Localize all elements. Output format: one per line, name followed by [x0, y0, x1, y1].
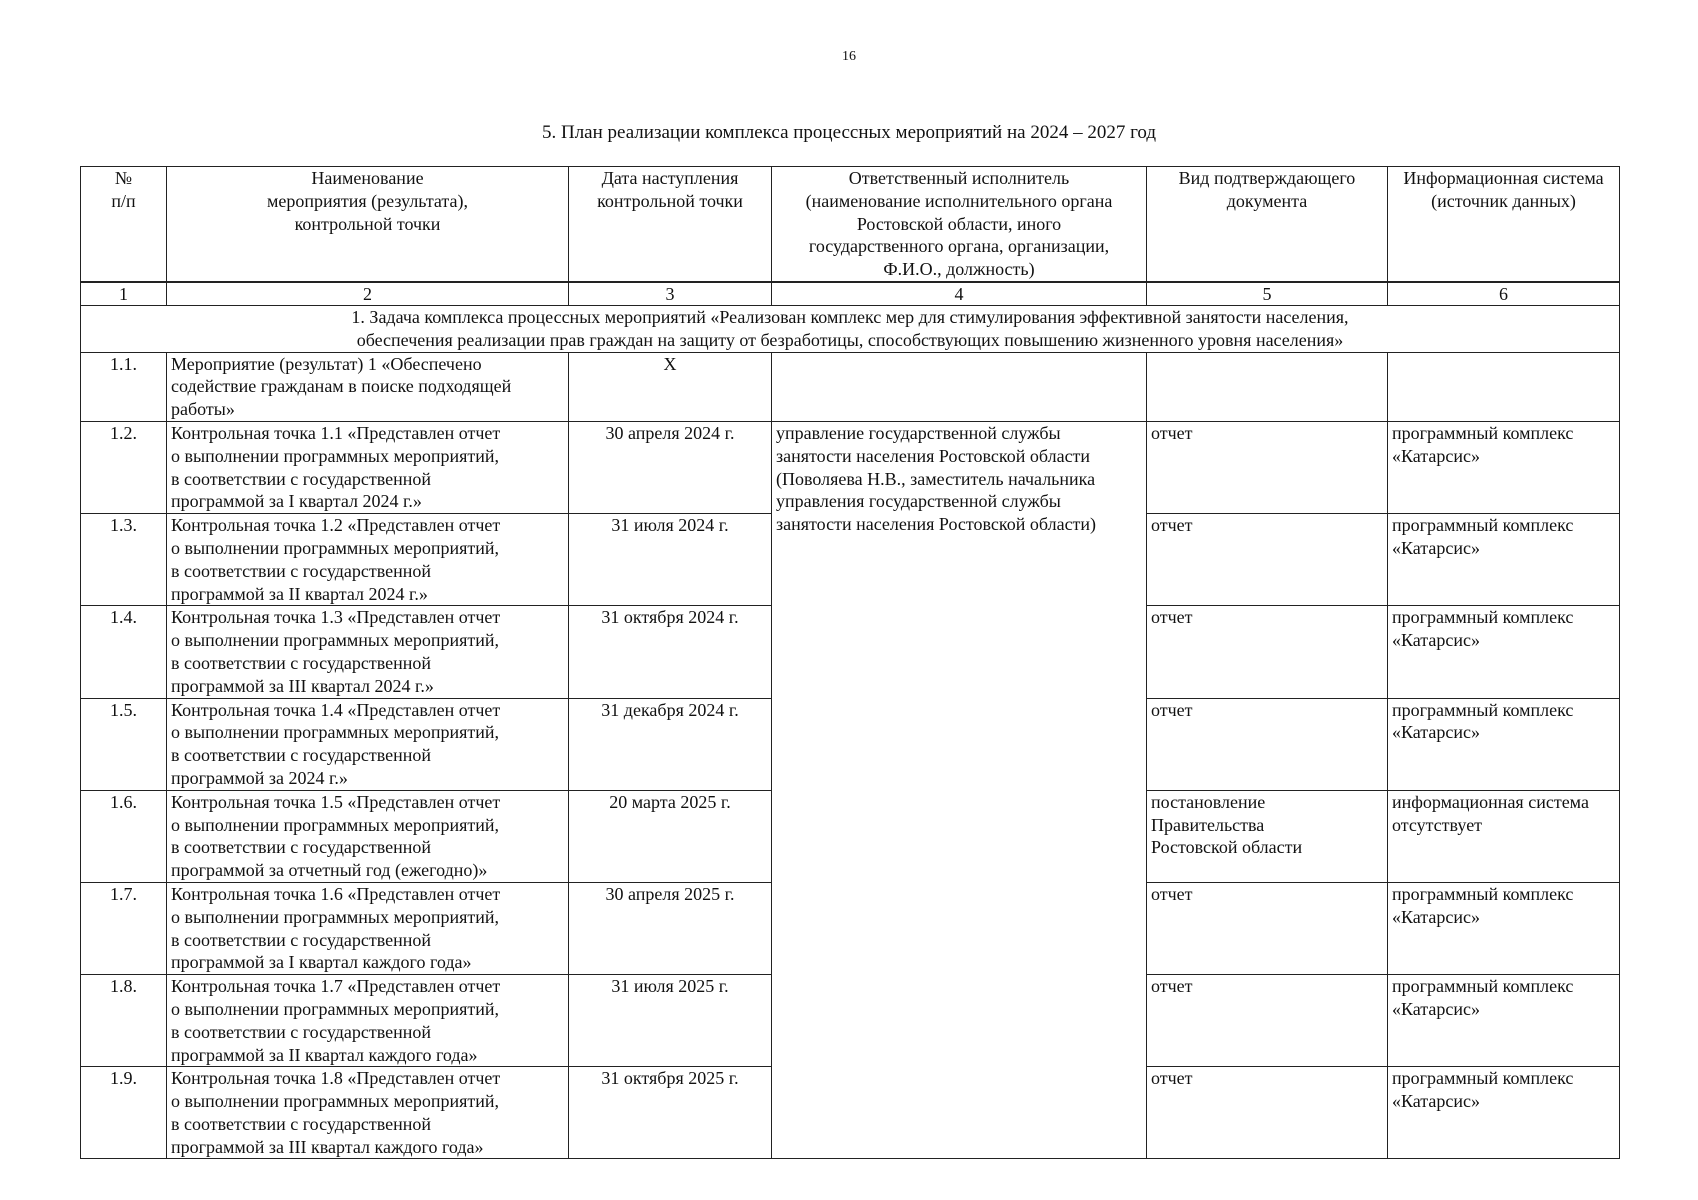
row-date: 31 декабря 2024 г. — [569, 698, 772, 790]
column-number: 3 — [569, 282, 772, 306]
row-number: 1.2. — [81, 421, 167, 513]
row-date: 31 июля 2025 г. — [569, 975, 772, 1067]
row-date: 30 апреля 2025 г. — [569, 882, 772, 974]
header-date: Дата наступления контрольной точки — [569, 167, 772, 283]
header-document: Вид подтверждающего документа — [1147, 167, 1388, 283]
row-number: 1.5. — [81, 698, 167, 790]
row-date: 20 марта 2025 г. — [569, 790, 772, 882]
header-responsible: Ответственный исполнитель (наименование исполнительного органа Ростовской области, иного государственного органа, организации, Ф.И.О., должность) — [772, 167, 1147, 283]
row-number: 1.8. — [81, 975, 167, 1067]
row-number: 1.1. — [81, 352, 167, 421]
row-name: Контрольная точка 1.6 «Представлен отчет о выполнении программных мероприятий, в соответствии с государственной программой за I квартал каждого года» — [167, 882, 569, 974]
row-date: 30 апреля 2024 г. — [569, 421, 772, 513]
header-num: № п/п — [81, 167, 167, 283]
row-name: Мероприятие (результат) 1 «Обеспечено содействие гражданам в поиске подходящей работы» — [167, 352, 569, 421]
row-info-system: программный комплекс «Катарсис» — [1388, 698, 1620, 790]
row-document: отчет — [1147, 421, 1388, 513]
row-info-system: программный комплекс «Катарсис» — [1388, 882, 1620, 974]
row-info-system: программный комплекс «Катарсис» — [1388, 421, 1620, 513]
row-info-system — [1388, 352, 1620, 421]
header-info-system: Информационная система (источник данных) — [1388, 167, 1620, 283]
row-name: Контрольная точка 1.4 «Представлен отчет о выполнении программных мероприятий, в соответствии с государственной программой за 2024 г.» — [167, 698, 569, 790]
column-number: 1 — [81, 282, 167, 306]
row-name: Контрольная точка 1.5 «Представлен отчет о выполнении программных мероприятий, в соответствии с государственной программой за отчетный год (ежегодно)» — [167, 790, 569, 882]
table-row — [81, 352, 1620, 421]
column-numbers-row — [81, 282, 1620, 306]
page-number: 16 — [842, 49, 856, 64]
row-number: 1.4. — [81, 606, 167, 698]
table-header-row — [81, 167, 1620, 283]
column-number: 6 — [1388, 282, 1620, 306]
column-number: 5 — [1147, 282, 1388, 306]
plan-table — [80, 166, 1620, 1159]
row-number: 1.9. — [81, 1067, 167, 1159]
row-info-system: программный комплекс «Катарсис» — [1388, 606, 1620, 698]
row-document: отчет — [1147, 975, 1388, 1067]
column-number: 4 — [772, 282, 1147, 306]
row-number: 1.6. — [81, 790, 167, 882]
header-name: Наименование мероприятия (результата), контрольной точки — [167, 167, 569, 283]
row-document: отчет — [1147, 514, 1388, 606]
row-info-system: программный комплекс «Катарсис» — [1388, 1067, 1620, 1159]
row-document: отчет — [1147, 606, 1388, 698]
row-name: Контрольная точка 1.2 «Представлен отчет о выполнении программных мероприятий, в соответствии с государственной программой за II квартал 2024 г.» — [167, 514, 569, 606]
row-info-system: программный комплекс «Катарсис» — [1388, 975, 1620, 1067]
row-date: X — [569, 352, 772, 421]
row-number: 1.7. — [81, 882, 167, 974]
row-name: Контрольная точка 1.8 «Представлен отчет о выполнении программных мероприятий, в соответствии с государственной программой за III квартал каждого года» — [167, 1067, 569, 1159]
responsible-executor: управление государственной службы занятости населения Ростовской области (Поволяева Н.В., заместитель начальника управления государственной службы занятости населения Ростовской области) — [772, 421, 1147, 1159]
row-info-system: информационная система отсутствует — [1388, 790, 1620, 882]
table-row — [81, 421, 1620, 513]
row-name: Контрольная точка 1.3 «Представлен отчет о выполнении программных мероприятий, в соответствии с государственной программой за III квартал 2024 г.» — [167, 606, 569, 698]
row-name: Контрольная точка 1.1 «Представлен отчет о выполнении программных мероприятий, в соответствии с государственной программой за I квартал 2024 г.» — [167, 421, 569, 513]
row-document: постановление Правительства Ростовской области — [1147, 790, 1388, 882]
row-document: отчет — [1147, 698, 1388, 790]
row-document: отчет — [1147, 882, 1388, 974]
task-row — [81, 306, 1620, 353]
column-number: 2 — [167, 282, 569, 306]
row-date: 31 июля 2024 г. — [569, 514, 772, 606]
row-document — [1147, 352, 1388, 421]
task-description: 1. Задача комплекса процессных мероприятий «Реализован комплекс мер для стимулирования эффективной занятости населения, обеспечения реализации прав граждан на защиту от безработицы, способствующих повышению жизненного уровня населения» — [81, 306, 1620, 353]
row-date: 31 октября 2024 г. — [569, 606, 772, 698]
row-date: 31 октября 2025 г. — [569, 1067, 772, 1159]
row-responsible — [772, 352, 1147, 421]
row-name: Контрольная точка 1.7 «Представлен отчет о выполнении программных мероприятий, в соответствии с государственной программой за II квартал каждого года» — [167, 975, 569, 1067]
row-document: отчет — [1147, 1067, 1388, 1159]
row-info-system: программный комплекс «Катарсис» — [1388, 514, 1620, 606]
page-title: 5. План реализации комплекса процессных мероприятий на 2024 – 2027 год — [541, 122, 1157, 143]
row-number: 1.3. — [81, 514, 167, 606]
